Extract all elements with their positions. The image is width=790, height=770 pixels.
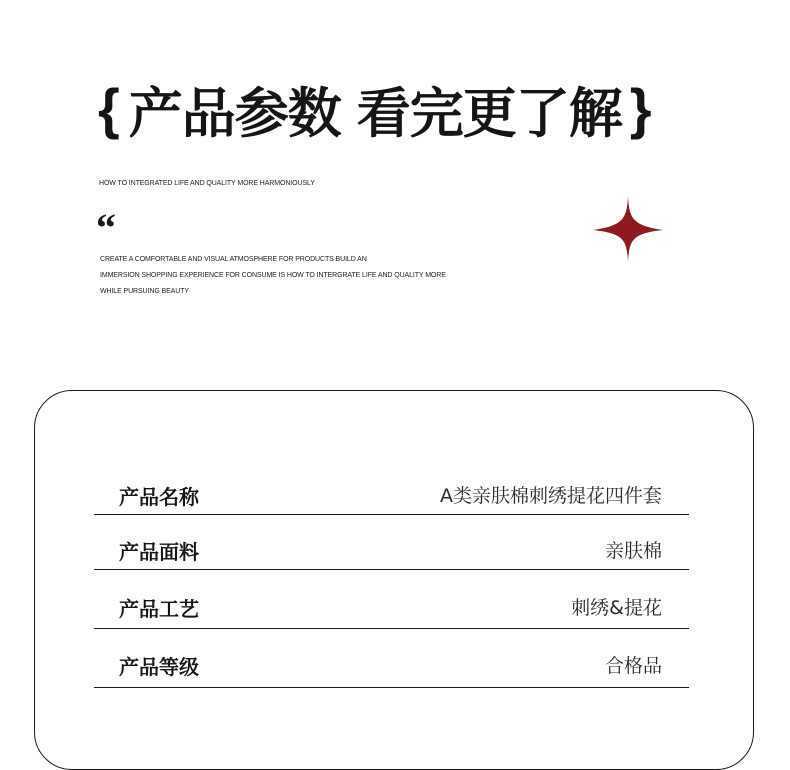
- description-line: IMMERSION SHOPPING EXPERIENCE FOR CONSUME IS HOW TO INTERGRATE LIFE AND QUALITY MORE: [100, 272, 446, 279]
- quote-mark-icon: “: [96, 205, 116, 250]
- brace-open: {: [98, 77, 119, 140]
- description-block: [100, 252, 446, 300]
- description-line: CREATE A COMFORTABLE AND VISUAL ATMOSPHERE FOR PRODUCTS BUILD AN: [100, 256, 367, 263]
- spec-row-fabric: [94, 515, 689, 570]
- spec-row-craft: [94, 570, 689, 629]
- spec-row-grade: [94, 629, 689, 688]
- spec-label: 产品工艺: [119, 597, 199, 621]
- spec-value: 合格品: [604, 655, 662, 677]
- description-line: WHILE PURSUING BEAUTY: [100, 288, 189, 295]
- brace-close: }: [629, 77, 651, 140]
- spec-row-name: [94, 470, 689, 515]
- spec-value: 刺绣&提花: [571, 597, 662, 619]
- spec-table: [94, 470, 689, 688]
- headline: [98, 74, 651, 144]
- title-part-2: 看完更了解: [356, 81, 622, 145]
- four-point-star-icon: [593, 196, 663, 262]
- spec-label: 产品等级: [119, 655, 199, 679]
- spec-label: 产品名称: [119, 485, 199, 509]
- spec-value: A类亲肤棉刺绣提花四件套: [440, 485, 662, 507]
- spec-label: 产品面料: [119, 540, 199, 564]
- tagline: HOW TO INTEGRATED LIFE AND QUALITY MORE HARMONIOUSLY: [99, 180, 315, 187]
- spec-value: 亲肤棉: [604, 540, 662, 562]
- title-part-1: 产品参数: [128, 81, 341, 145]
